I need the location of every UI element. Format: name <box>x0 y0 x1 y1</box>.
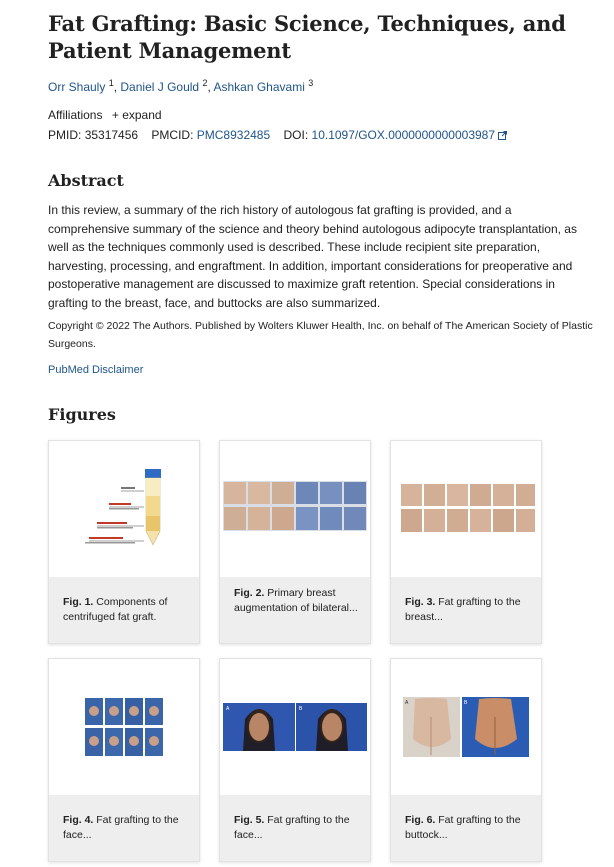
figure-thumbnail-3[interactable] <box>391 441 541 577</box>
abstract-heading: Abstract <box>48 171 124 190</box>
abstract-text: In this review, a summary of the rich history of autologous fat grafting is provided, and a comprehensive summary of the science and theory behind autologous adipocyte transplantation, as well as the techniques commonly used is described. These include recipient site preparation, harvesting, processing, and engraftment. In addition, important considerations for preoperative and postoperative management are discussed to maximize graft retention. Special considerations in grafting to the breast, face, and buttocks are also summarized. <box>48 203 577 310</box>
figure-thumbnail-1[interactable] <box>49 441 199 577</box>
author-list: Orr Shauly $^1$, Daniel J Gould $^2$, Ashkan Ghavami $^3$ <box>48 78 314 94</box>
figure-card-6[interactable] <box>390 658 542 862</box>
figure-caption-2[interactable] <box>220 577 370 643</box>
doi-label: DOI: <box>283 128 309 142</box>
external-link-icon[interactable] <box>498 131 507 140</box>
author-link-3[interactable]: Ashkan Ghavami <box>213 80 305 94</box>
figure-label-2: Fig. 2. <box>234 587 265 599</box>
figure-label-3: Fig. 3. <box>405 596 436 608</box>
pmcid-label: PMCID: <box>151 128 194 142</box>
figure-thumbnail-2[interactable] <box>220 441 370 577</box>
pubmed-disclaimer-link[interactable]: PubMed Disclaimer <box>48 364 144 376</box>
panel-label-b-6: B <box>464 700 468 706</box>
figure-caption-text-3: Fat grafting to the breast... <box>405 596 521 623</box>
copyright-text: Copyright © 2022 The Authors. Published by Wolters Kluwer Health, Inc. on behalf of The American Society of Plastic Surgeons. <box>48 320 593 350</box>
figure-card-1[interactable] <box>48 440 200 644</box>
figure-caption-text-6: Fat grafting to the buttock... <box>405 814 521 841</box>
figure-caption-text-4: Fat grafting to the face... <box>63 814 179 841</box>
figure-card-2[interactable] <box>219 440 371 644</box>
pmid-label: PMID: <box>48 128 82 142</box>
figure-label-6: Fig. 6. <box>405 814 436 826</box>
figure-card-4[interactable] <box>48 658 200 862</box>
figure-caption-text-1: Components of centrifuged fat graft. <box>63 596 168 623</box>
figure-caption-6[interactable] <box>391 795 541 861</box>
figure-caption-1[interactable] <box>49 577 199 643</box>
author-link-1[interactable]: Orr Shauly <box>48 80 106 94</box>
figure-label-4: Fig. 4. <box>63 814 94 826</box>
affiliations-label: Affiliations <box>48 108 103 122</box>
figure-caption-3[interactable] <box>391 577 541 643</box>
pmcid-link[interactable]: PMC8932485 <box>196 128 271 142</box>
author-affil-sup-3[interactable]: 3 <box>308 78 314 88</box>
identifiers <box>48 128 507 142</box>
figure-thumbnail-5[interactable] <box>220 659 370 795</box>
figure-label-1: Fig. 1. <box>63 596 94 608</box>
expand-label[interactable]: expand <box>122 108 162 122</box>
author-affil-sup-2[interactable]: 2 <box>202 78 208 88</box>
figure-card-5[interactable] <box>219 658 371 862</box>
figure-card-3[interactable] <box>390 440 542 644</box>
figure-caption-4[interactable] <box>49 795 199 861</box>
figures-heading: Figures <box>48 405 116 424</box>
figure-thumbnail-6[interactable] <box>391 659 541 795</box>
doi-link[interactable]: 10.1097/GOX.0000000000003987 <box>311 128 496 142</box>
figure-caption-5[interactable] <box>220 795 370 861</box>
figure-caption-text-5: Fat grafting to the face... <box>234 814 350 841</box>
panel-label-a-6: A <box>405 700 409 706</box>
article-title: Fat Grafting: Basic Science, Techniques, and Patient Management <box>48 11 566 63</box>
figure-label-5: Fig. 5. <box>234 814 265 826</box>
figure-thumbnail-4[interactable] <box>49 659 199 795</box>
pmid-value: 35317456 <box>84 128 139 142</box>
panel-label-b: B <box>299 706 303 712</box>
author-link-2[interactable]: Daniel J Gould <box>120 80 200 94</box>
expand-plus-icon[interactable]: + <box>111 108 119 122</box>
figure-caption-text-2: Primary breast augmentation of bilateral... <box>234 587 358 614</box>
panel-label-a: A <box>226 706 230 712</box>
affiliations-toggle[interactable] <box>48 108 162 122</box>
author-affil-sup-1[interactable]: 1 <box>108 78 114 88</box>
